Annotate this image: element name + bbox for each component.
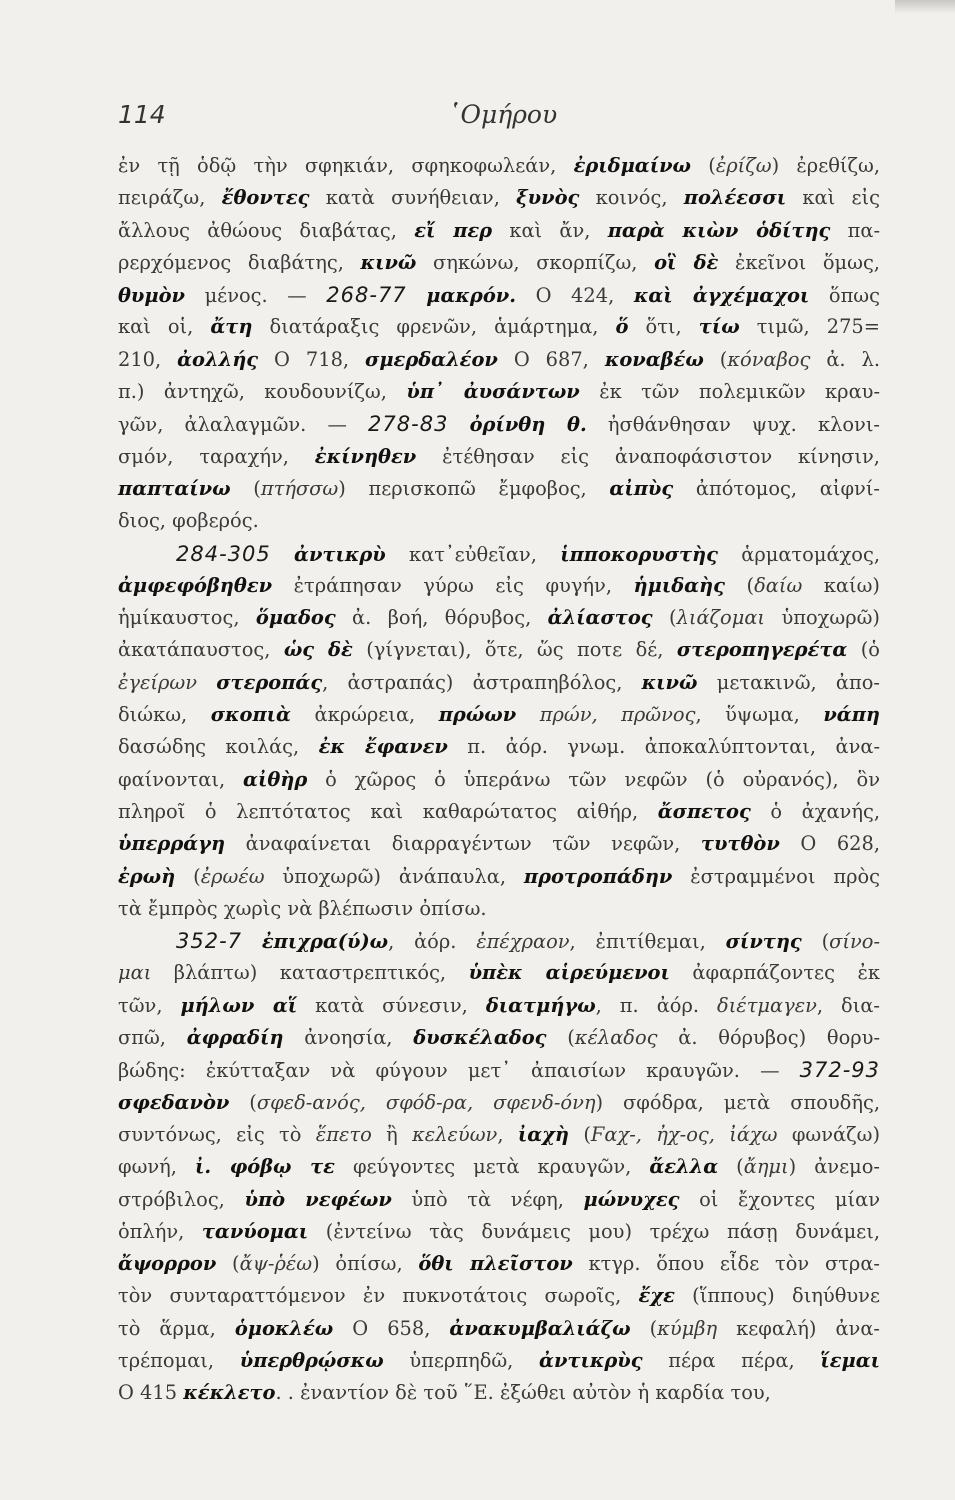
text-line: ρερχόμενος διαβάτης, κινῶ σηκώνω, σκορπίζω, οἳ δὲ ἐκεῖνοι ὅμως, xyxy=(118,250,880,274)
scan-edge xyxy=(895,0,955,14)
text-line: γῶν, ἀλαλαγμῶν. — 278-83 ὀρίνθη θ. ἠσθάνθησαν ψυχ. κλονι- xyxy=(118,412,880,437)
text-line: ἄλλους ἀθώους διαβάτας, εἴ περ καὶ ἄν, παρὰ κιὼν ὁδίτης πα- xyxy=(118,218,881,242)
text-line: ἀκατάπαυστος, ὡς δὲ (γίγνεται), ὅτε, ὥς ποτε δέ, στεροπηγερέτα (ὁ xyxy=(118,638,880,662)
text-line: φαίνονται, αἰθὴρ ὁ χῶρος ὁ ὑπεράνω τῶν νεφῶν (ὁ οὐρανός), ὃν xyxy=(118,767,880,791)
text-line: ὁπλήν, τανύομαι (ἐντείνω τὰς δυνάμεις μου) τρέχω πάσῃ δυνάμει, xyxy=(118,1219,880,1243)
text-line: βώδης: ἐκύτταξαν νὰ φύγουν μετ᾽ ἀπαισίων κραυγῶν. — 372-93 xyxy=(118,1058,880,1083)
text-line: μαι βλάπτω) καταστρεπτικός, ὑπὲκ αἱρεύμενοι ἀφαρπάζοντες ἐκ xyxy=(118,961,880,985)
text-line: στρόβιλος, ὑπὸ νεφέων ὑπὸ τὰ νέφη, μώνυχες οἱ ἔχοντες μίαν xyxy=(118,1187,880,1211)
text-line: ἐγείρων στεροπάς, ἀστραπάς) ἀστραπηβόλος, κινῶ μετακινῶ, ἀπο- xyxy=(118,670,880,694)
text-line: σφεδανὸν (σφεδ-ανός, σφόδ-ρα, σφενδ-όνη) σφόδρα, μετὰ σπουδῆς, xyxy=(118,1090,880,1114)
text-line: ἡμίκαυστος, ὅμαδος ἀ. βοή, θόρυβος, ἀλίαστος (λιάζομαι ὑποχωρῶ) xyxy=(118,606,880,630)
text-line: τὸ ἅρμα, ὁμοκλέω Ο 658, ἀνακυμβαλιάζω (κύμβη κεφαλή) ἀνα- xyxy=(118,1316,880,1340)
text-line: πληροῖ ὁ λεπτότατος καὶ καθαρώτατος αἰθήρ, ἄσπετος ὁ ἀχανής, xyxy=(118,799,880,823)
text-line: π.) ἀντηχῶ, κουδουνίζω, ὑπ᾽ ἀυσάντων ἐκ τῶν πολεμικῶν κραυ- xyxy=(118,380,881,404)
text-line: ἄψορρον (ἄψ-ῥέω) ὀπίσω, ὅθι πλεῖστον κτγρ. ὅπου εἶδε τὸν στρα- xyxy=(118,1252,880,1276)
text-line: καὶ οἱ, ἄτη διατάραξις φρενῶν, ἁμάρτημα, ὅ ὅτι, τίω τιμῶ, 275= xyxy=(118,315,880,339)
text-line: Ο 415 κέκλετο. . ἐναντίον δὲ τοῦ ῞Ε. ἐξώθει αὐτὸν ἡ καρδία του, xyxy=(118,1381,771,1405)
text-line: ἐρωὴ (ἐρωέω ὑποχωρῶ) ἀνάπαυλα, προτροπάδην ἐστραμμένοι πρὸς xyxy=(118,864,881,888)
text-line: ὑπερράγη ἀναφαίνεται διαρραγέντων τῶν νεφῶν, τυτθὸν Ο 628, xyxy=(118,832,881,856)
text-line: τρέπομαι, ὑπερθρῴσκω ὑπερπηδῶ, ἀντικρὺς πέρα πέρα, ἵεμαι xyxy=(118,1348,880,1372)
page-header xyxy=(118,100,838,140)
page-number: 114 xyxy=(118,100,166,129)
text-line: τῶν, μήλων αἵ κατὰ σύνεσιν, διατμήγω, π. ἀόρ. διέτμαγεν, δια- xyxy=(118,993,880,1017)
text-line: ἀμφεφόβηθεν ἐτράπησαν γύρω εἰς φυγήν, ἡμιδαὴς (δαίω καίω) xyxy=(118,573,881,597)
text-line: σπῶ, ἀφραδίη ἀνοησία, δυσκέλαδος (κέλαδος ἀ. θόρυβος) θορυ- xyxy=(118,1026,881,1050)
text-line: 210, ἀολλής Ο 718, σμερδαλέον Ο 687, κοναβέω (κόναβος ἀ. λ. xyxy=(118,347,880,371)
text-line: ἐν τῇ ὁδῷ τὴν σφηκιάν, σφηκοφωλεάν, ἐριδμαίνω (ἐρίζω) ἐρεθίζω, xyxy=(118,154,880,177)
text-line: 284-305 ἀντικρὺ κατ᾽εὐθεῖαν, ἱπποκορυστὴς ἁρματομάχος, xyxy=(176,541,880,566)
text-line: φωνή, ἰ. φόβῳ τε φεύγοντες μετὰ κραυγῶν, ἄελλα (ἄημι) ἀνεμο- xyxy=(118,1155,880,1179)
running-title: ῾Ομήρου xyxy=(448,100,558,129)
text-line: πειράζω, ἔθοντες κατὰ συνήθειαν, ξυνὸς κοινός, πολέεσσι καὶ εἰς xyxy=(118,186,880,210)
text-line: 352-7 ἐπιχρα(ύ)ω, ἀόρ. ἐπέχραον, ἐπιτίθεμαι, σίντης (σίνο- xyxy=(176,929,880,954)
text-line: τὰ ἔμπρὸς χωρὶς νὰ βλέπωσιν ὀπίσω. xyxy=(118,896,487,920)
text-line: τὸν συνταραττόμενον ἐν πυκνοτάτοις σωροῖς, ἔχε (ἵππους) διηύθυνε xyxy=(118,1284,880,1308)
text-line: παπταίνω (πτήσσω) περισκοπῶ ἔμφοβος, αἰπὺς ἀπότομος, αἰφνί- xyxy=(118,476,880,500)
text-line: διώκω, σκοπιὰ ἀκρώρεια, πρώων πρών, πρῶνος, ὕψωμα, νάπη xyxy=(118,703,880,727)
commentary-text xyxy=(118,150,880,1410)
text-line: σμόν, ταραχήν, ἐκίνηθεν ἐτέθησαν εἰς ἀναποφάσιστον κίνησιν, xyxy=(118,444,880,468)
text-line: θυμὸν μένος. — 268-77 μακρόν. Ο 424, καὶ ἀγχέμαχοι ὅπως xyxy=(118,283,880,308)
text-line: συντόνως, εἰς τὸ ἕπετο ἢ κελεύων, ἰαχὴ (Ϝαχ-, ἠχ-ος, ἰάχω φωνάζω) xyxy=(118,1122,881,1146)
text-line: διος, φοβερός. xyxy=(118,509,259,533)
text-line: δασώδης κοιλάς, ἐκ ἔφανεν π. ἀόρ. γνωμ. ἀποκαλύπτονται, ἀνα- xyxy=(118,735,880,759)
